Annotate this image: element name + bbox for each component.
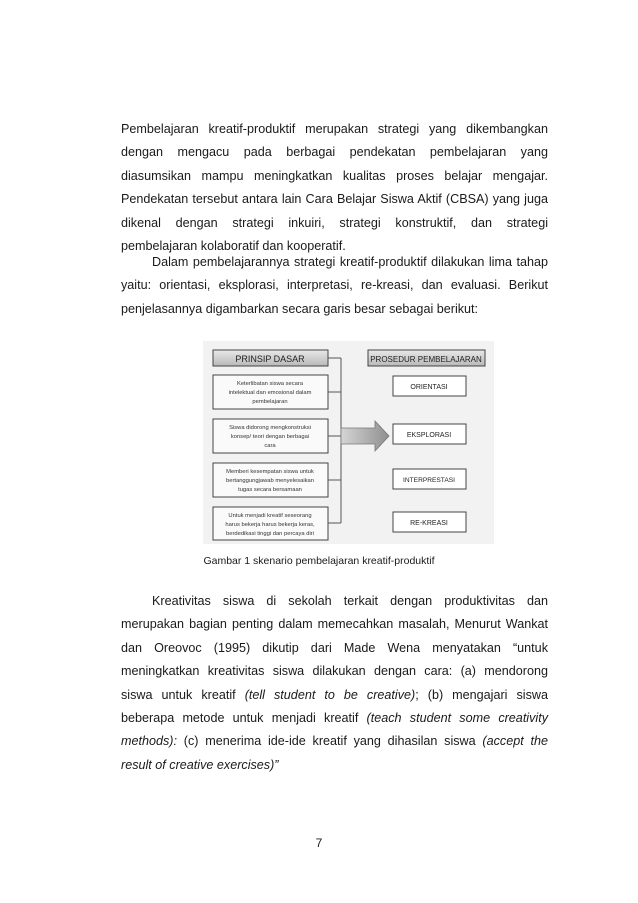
creativity-italic-1: (tell student to be creative) <box>244 687 416 702</box>
svg-text:cara: cara <box>264 443 276 449</box>
svg-text:RE-KREASI: RE-KREASI <box>410 520 448 527</box>
svg-text:pembelajaran: pembelajaran <box>252 399 288 405</box>
right-header-text: PROSEDUR PEMBELAJARAN <box>370 355 482 364</box>
svg-text:ORIENTASI: ORIENTASI <box>410 384 448 391</box>
svg-text:Untuk menjadi kreatif seseoran: Untuk menjadi kreatif seseorang <box>228 513 312 519</box>
step-box-orientasi <box>393 376 466 396</box>
step-box-interprestasi <box>393 469 466 489</box>
svg-text:Siswa didorong mengkonstruksi: Siswa didorong mengkonstruksi <box>229 425 311 431</box>
creativity-text-3: (c) menerima ide-ide kreatif yang dihasilan siswa <box>177 734 483 749</box>
principle-box-3 <box>213 463 328 497</box>
svg-text:bertanggungjawab menyelesaikan: bertanggungjawab menyelesaikan <box>226 478 314 484</box>
paragraph-intro: Pembelajaran kreatif-produktif merupakan strategi yang dikembangkan dengan mengacu pada berbagai pendekatan pembelajaran yang diasumsikan mampu meningkatkan kualitas proses belajar mengajar. Pendekatan tersebut antara lain Cara Belajar Siswa Aktif (CBSA) yang juga dikenal dengan strategi inkuiri, strategi konstruktif, dan strategi pembelajaran kolaboratif dan kooperatif. <box>121 122 548 254</box>
creativity-italic-3: (accept the result of creative exercises)” <box>121 734 548 772</box>
principle-box-2 <box>213 419 328 453</box>
paragraph-creativity <box>121 590 548 777</box>
creativity-text-2: ; (b) mengajari siswa beberapa metode untuk menjadi kreatif <box>121 687 548 726</box>
paragraph-stages: Dalam pembelajarannya strategi kreatif-produktif dilakukan lima tahap yaitu: orientasi, eksplorasi, interpretasi, re-kreasi, dan evaluasi. Berikut penjelasannya digambarkan secara garis besar sebagai berikut: <box>121 255 548 316</box>
creativity-text-1: Kreativitas siswa di sekolah terkait dengan produktivitas dan merupakan bagian penting dalam memecahkan masalah, Menurut Wankat dan Oreovoc (1995) dikutip dari Made Wena menyatakan “untuk meningkatkan kreativitas siswa dilakukan dengan cara: (a) mendorong siswa untuk kreatif <box>121 594 548 702</box>
svg-text:harus bekerja harus bekerja ke: harus bekerja harus bekerja keras, <box>225 522 315 528</box>
svg-text:INTERPRESTASI: INTERPRESTASI <box>403 477 455 484</box>
svg-text:konsep/ teori dengan berbagai: konsep/ teori dengan berbagai <box>230 434 310 440</box>
svg-text:EKSPLORASI: EKSPLORASI <box>406 432 452 439</box>
svg-text:Keterlibatan siswa secara: Keterlibatan siswa secara <box>236 381 304 387</box>
left-header-text: PRINSIP DASAR <box>235 354 305 364</box>
svg-text:Memberi kesempatan siswa untuk: Memberi kesempatan siswa untuk <box>226 469 314 475</box>
step-box-eksplorasi <box>393 424 466 444</box>
svg-text:berdedikasi tinggi dan percaya: berdedikasi tinggi dan percaya diri <box>226 531 314 537</box>
svg-text:intelektual dan emosional dala: intelektual dan emosional dalam <box>228 390 312 396</box>
svg-text:tugas secara bersamaan: tugas secara bersamaan <box>238 487 302 493</box>
creativity-italic-2: (teach student some creativity methods): <box>121 711 549 749</box>
page-number: 7 <box>315 836 323 850</box>
figure-caption: Gambar 1 skenario pembelajaran kreatif-produktif <box>203 555 435 567</box>
principle-box-1 <box>213 375 328 409</box>
step-box-rekreasi <box>393 512 466 532</box>
principle-box-4 <box>213 507 328 540</box>
diagram-figure <box>203 341 494 544</box>
